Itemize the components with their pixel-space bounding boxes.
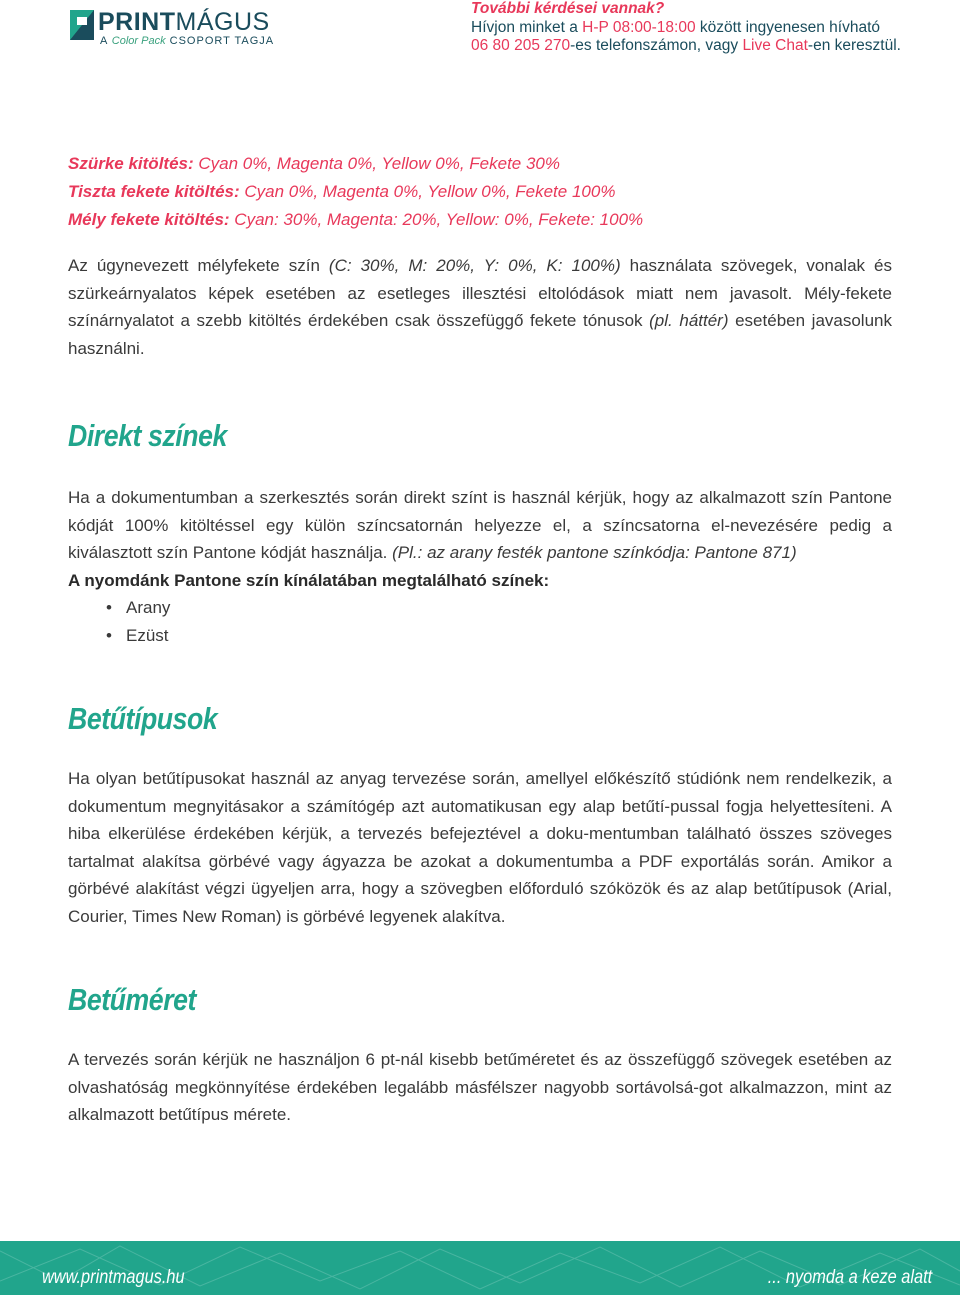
section-title-spot-colors: Direkt színek: [68, 418, 227, 453]
fill-spec-grey: Szürke kitöltés: Cyan 0%, Magenta 0%, Yellow 0%, Fekete 30%: [68, 154, 560, 173]
bullet-icon: •: [106, 598, 112, 617]
fill-specs: [68, 150, 892, 234]
list-item: • Ezüst: [106, 622, 892, 650]
logo-mark-icon: [68, 8, 96, 44]
logo-subtitle: A Color Pack CSOPORT TAGJA: [100, 35, 275, 47]
pantone-color-list: [68, 594, 892, 649]
page-header: [0, 0, 960, 60]
live-chat-link[interactable]: Live Chat: [742, 37, 808, 54]
contact-line-hours: Hívjon minket a H-P 08:00-18:00 között ingyenesen hívható: [471, 18, 881, 36]
contact-line-phone: 06 80 205 270-es telefonszámon, vagy Live Chat-en keresztül.: [471, 37, 901, 54]
fill-spec-deep-black: Mély fekete kitöltés: Cyan: 30%, Magenta: 20%, Yellow: 0%, Fekete: 100%: [68, 210, 644, 229]
page-footer: [0, 1241, 960, 1295]
spot-colors-paragraph: Ha a dokumentumban a szerkesztés során direkt színt is használ kérjük, hogy az alkalmazott szín Pantone kódját 100% kitöltéssel egy külön színcsatornán helyezze el, a színcsatorna el-nevezésére pedig a kiválasztott szín Pantone kódját használja. (Pl.: az arany festék pantone színkódja: Pantone 871): [68, 488, 892, 562]
section-title-fonts: Betűtípusok: [68, 701, 218, 736]
logo-wordmark: PRINTMÁGUS: [98, 8, 270, 36]
bullet-icon: •: [106, 625, 112, 645]
pantone-list-title: A nyomdánk Pantone szín kínálatában megtalálható színek:: [68, 570, 550, 590]
contact-question: További kérdései vannak?: [471, 0, 665, 17]
deep-black-paragraph: Az úgynevezett mélyfekete szín (C: 30%, M: 20%, Y: 0%, K: 100%) használata szövegek, vonalak és szürkeárnyalatos képek esetében az esetleges illesztési eltolódások miatt nem javasolt. Mély-fekete színárnyalatot a szebb kitöltés érdekében csak összefüggő fekete tónusok (pl. háttér) esetében javasolunk használni.: [68, 256, 892, 358]
footer-website-link[interactable]: www.printmagus.hu: [42, 1267, 185, 1288]
contact-info: [471, 0, 951, 56]
printmagus-logo[interactable]: [68, 8, 298, 48]
fill-spec-pure-black: Tiszta fekete kitöltés: Cyan 0%, Magenta 0%, Yellow 0%, Fekete 100%: [68, 182, 616, 201]
section-title-font-size: Betűméret: [68, 982, 196, 1017]
footer-tagline: ... nyomda a keze alatt: [767, 1267, 932, 1288]
phone-number[interactable]: 06 80 205 270: [471, 37, 571, 54]
main-content: [68, 150, 892, 1129]
list-item: • Arany: [106, 594, 892, 622]
fonts-paragraph: Ha olyan betűtípusokat használ az anyag tervezése során, amellyel előkészítő stúdiónk nem rendelkezik, a dokumentum megnyitásakor a számítógép azt automatikusan egy alap betűtí-pussal fogja helyettesíteni. A hiba elkerülése érdekében kérjük, a tervezés befejeztével a doku-mentumban található összes szöveges tartalmat alakítsa görbévé vagy ágyazza be azokat a dokumentumba a PDF exportálás során. Amikor a görbévé alakítást végzi ügyeljen arra, hogy a szövegben előforduló szóközök és az alap betűtípusok (Arial, Courier, Times New Roman) is görbévé legyenek alakítva.: [68, 769, 892, 926]
font-size-paragraph: A tervezés során kérjük ne használjon 6 pt-nál kisebb betűméretet és az összefüggő szövegek esetében az olvashatóság megkönnyítése érdekében legalább másfélszer nagyobb sortávolsá-got alkalmazzon, mint az alkalmazott betűtípus mérete.: [68, 1050, 892, 1124]
